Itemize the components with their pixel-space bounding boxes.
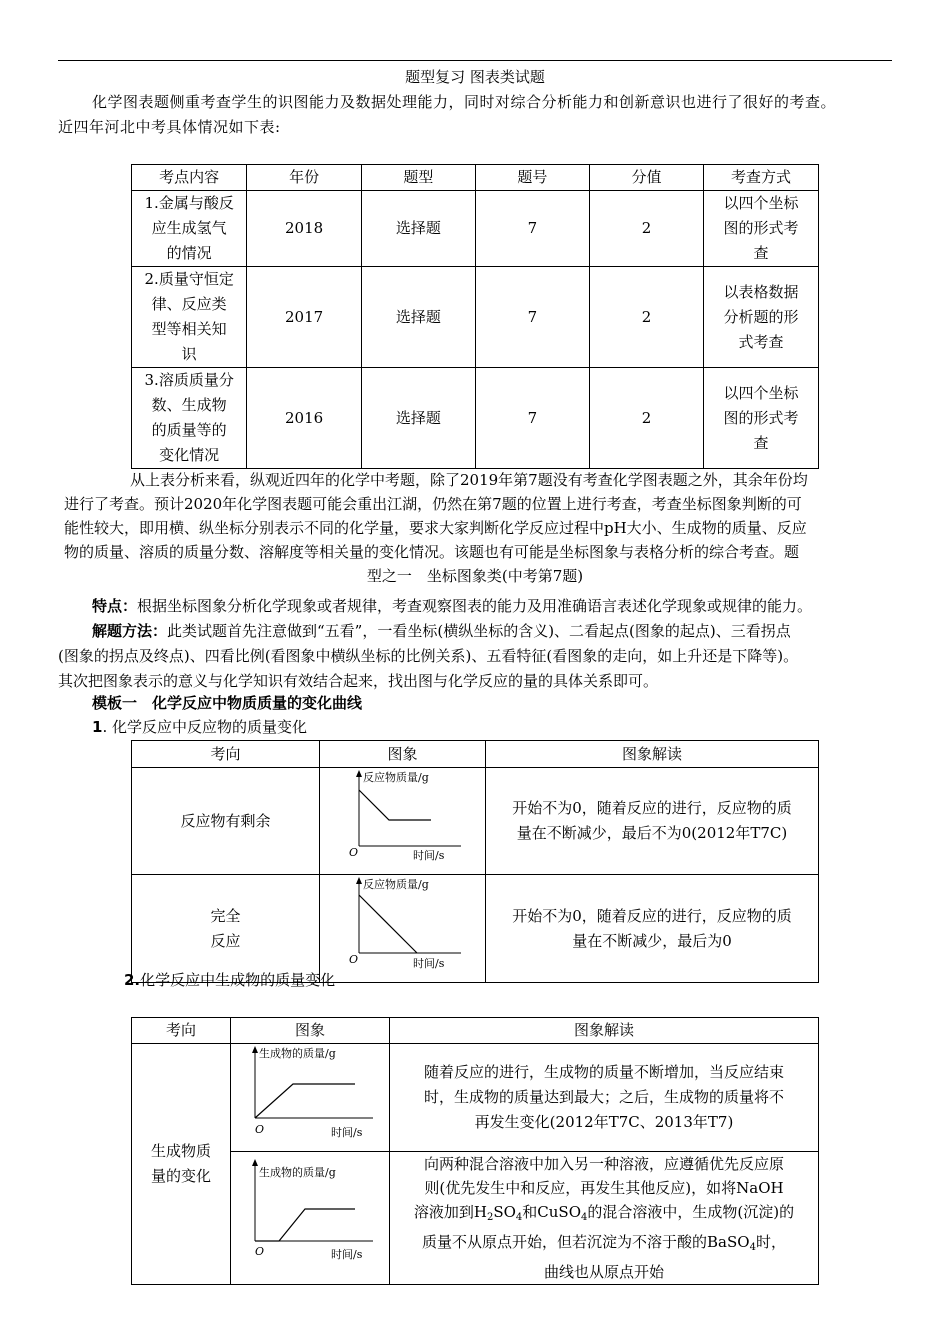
x-axis-label: 时间/s xyxy=(412,849,444,862)
top-rule xyxy=(58,60,892,61)
y-axis-arrow xyxy=(356,877,362,884)
topic-cell xyxy=(132,267,247,368)
topic-line: 的质量等的 xyxy=(151,421,227,439)
topic-line: 变化情况 xyxy=(159,446,220,464)
method-line: 以四个坐标 xyxy=(723,383,799,402)
method-line: 图的形式考 xyxy=(723,219,799,237)
number-cell: 7 xyxy=(475,368,589,469)
header-interpretation: 图象解读 xyxy=(486,741,819,768)
text-part: 质量不从原点开始，但若沉淀为不溶于酸的BaSO xyxy=(422,1233,750,1251)
method-line: 其次把图象表示的意义与化学知识有效结合起来，找出图与化学反应的量的具体关系即可。 xyxy=(58,672,659,690)
curve xyxy=(255,1084,355,1118)
method-label: 解题方法： xyxy=(92,622,168,640)
type-cell: 选择题 xyxy=(361,368,475,469)
table-row xyxy=(132,768,819,875)
interpretation-cell xyxy=(486,768,819,875)
interpretation-line: 时，生成物的质量达到最大；之后，生成物的质量将不 xyxy=(423,1088,784,1106)
direction-line: 完全 xyxy=(210,906,241,925)
method-line: 查 xyxy=(753,433,769,452)
header-number: 题号 xyxy=(475,165,589,191)
curve xyxy=(359,790,431,820)
graph-cell xyxy=(231,1152,390,1285)
topic-line: 2.质量守恒定 xyxy=(144,270,234,288)
header-graph: 图象 xyxy=(320,741,486,768)
number-cell: 7 xyxy=(475,267,589,368)
type-cell: 选择题 xyxy=(361,267,475,368)
intro-paragraph xyxy=(58,90,892,140)
interpretation-line xyxy=(396,1200,812,1230)
direction-cell xyxy=(132,875,320,983)
table-row xyxy=(132,368,819,469)
interpretation-cell xyxy=(390,1044,819,1152)
method-cell xyxy=(703,368,818,469)
direction-line: 量的变化 xyxy=(150,1167,211,1185)
subheading-text: . 化学反应中反应物的质量变化 xyxy=(102,718,307,736)
topic-line: 应生成氢气 xyxy=(151,219,227,237)
direction-cell xyxy=(132,1044,231,1285)
topic-cell xyxy=(132,368,247,469)
table-row xyxy=(132,875,819,983)
type-cell: 选择题 xyxy=(361,191,475,267)
interpretation-line: 曲线也从原点开始 xyxy=(543,1263,664,1281)
y-axis-label: 生成物的质量/g xyxy=(259,1047,336,1060)
method-line: 以表格数据 xyxy=(723,282,799,301)
reactant-table xyxy=(131,740,819,983)
method-line: 式考查 xyxy=(738,332,784,351)
graph-cell xyxy=(320,875,486,983)
product-graph-from-origin xyxy=(231,1044,389,1143)
origin-label: O xyxy=(255,1123,265,1136)
method-line: 此类试题首先注意做到“五看”，一看坐标(横纵坐标的含义)、二看起点(图象的起点)、三看拐点 xyxy=(167,622,791,640)
interpretation-line: 开始不为0，随着反应的进行，反应物的质 xyxy=(512,906,792,925)
method-cell xyxy=(703,267,818,368)
direction-line: 反应物有剩余 xyxy=(180,811,271,830)
features-label: 特点： xyxy=(92,597,138,615)
y-axis-label: 反应物质量/g xyxy=(362,878,429,891)
method-line: (图象的拐点及终点)、四看比例(看图象中横纵坐标的比例关系)、五看特征(看图象的走向，如上升还是下降等)。 xyxy=(58,647,799,665)
curve xyxy=(255,1209,355,1241)
method-line: 查 xyxy=(753,244,769,262)
x-axis-label: 时间/s xyxy=(412,957,444,970)
topic-line: 1.金属与酸反 xyxy=(144,194,234,212)
heading-number: 2. xyxy=(124,971,141,989)
header-interpretation: 图象解读 xyxy=(390,1018,819,1044)
subscript: 4 xyxy=(515,1212,523,1223)
y-axis-arrow xyxy=(252,1046,258,1053)
text-part: 溶液加到H xyxy=(413,1203,487,1221)
table-row xyxy=(132,1152,819,1285)
method-line: 分析题的形 xyxy=(723,307,799,326)
text-part: SO xyxy=(493,1203,516,1221)
direction-cell xyxy=(132,768,320,875)
analysis-line: 从上表分析来看，纵观近四年的化学中考题，除了2019年第7题没有考查化学图表题之外，其余年份均 xyxy=(130,471,808,489)
subheading-number: 1 xyxy=(92,718,103,736)
text-part: 时， xyxy=(755,1233,786,1251)
interpretation-line: 量在不断减少，最后为0 xyxy=(572,931,732,950)
heading-text: 化学反应中生成物的质量变化 xyxy=(140,971,336,989)
method-line: 以四个坐标 xyxy=(723,194,799,212)
direction-line: 反应 xyxy=(210,931,241,950)
year-cell: 2018 xyxy=(247,191,362,267)
analysis-line: 能性较大，即用横、纵坐标分别表示不同的化学量，要求大家判断化学反应过程中pH大小、生成物的质量、反应 xyxy=(64,519,807,537)
interpretation-line: 再发生变化(2012年T7C、2013年T7) xyxy=(474,1113,734,1131)
topic-line: 律、反应类 xyxy=(151,295,227,313)
header-year: 年份 xyxy=(247,165,362,191)
template1-heading: 模板一 化学反应中物质质量的变化曲线 xyxy=(92,694,363,712)
method-paragraph xyxy=(58,619,918,694)
header-direction: 考向 xyxy=(132,741,320,768)
interpretation-cell xyxy=(486,875,819,983)
table-header-row xyxy=(132,741,819,768)
topic-line: 型等相关知 xyxy=(151,320,227,338)
table-header-row xyxy=(132,1018,819,1044)
text-part: 的混合溶液中，生成物(沉淀)的 xyxy=(587,1203,795,1221)
exam-stats-table xyxy=(131,164,819,469)
text-part: 和CuSO xyxy=(522,1203,582,1221)
product-graph-delayed xyxy=(231,1155,389,1273)
header-direction: 考向 xyxy=(132,1018,231,1044)
analysis-line: 物的质量、溶质的质量分数、溶解度等相关量的变化情况。该题也有可能是坐标图象与表格分析的综合考查。题 xyxy=(64,543,800,561)
intro-line-1: 化学图表题侧重考查学生的识图能力及数据处理能力，同时对综合分析能力和创新意识也进行了很好的考查。 xyxy=(92,93,837,111)
template2-heading xyxy=(124,969,335,991)
header-score: 分值 xyxy=(589,165,703,191)
direction-line: 生成物质 xyxy=(150,1142,211,1160)
topic-line: 3.溶质质量分 xyxy=(144,371,234,389)
method-cell xyxy=(703,191,818,267)
x-axis-label: 时间/s xyxy=(331,1248,363,1261)
header-type: 题型 xyxy=(361,165,475,191)
interpretation-line: 开始不为0，随着反应的进行，反应物的质 xyxy=(512,799,792,817)
table-header-row xyxy=(132,165,819,191)
y-axis-label: 生成物的质量/g xyxy=(259,1166,336,1179)
features-text: 根据坐标图象分析化学现象或者规律，考查观察图表的能力及用准确语言表述化学现象或规律的能力。 xyxy=(137,597,813,615)
subscript: 4 xyxy=(749,1242,756,1253)
subscript: 2 xyxy=(486,1212,494,1223)
analysis-paragraph xyxy=(58,468,892,588)
origin-label: O xyxy=(255,1245,265,1258)
interpretation-line: 则(优先发生中和反应，再发生其他反应)，如将NaOH xyxy=(424,1179,784,1197)
year-cell: 2017 xyxy=(247,267,362,368)
y-axis-arrow xyxy=(356,770,362,777)
graph-cell xyxy=(231,1044,390,1152)
reactant-remaining-graph xyxy=(321,768,485,866)
interpretation-line: 随着反应的进行，生成物的质量不断增加，当反应结束 xyxy=(423,1063,784,1081)
analysis-line: 进行了考查。预计2020年化学图表题可能会重出江湖，仍然在第7题的位置上进行考查，考查坐标图象判断的可 xyxy=(64,495,802,513)
template1-subheading xyxy=(92,716,307,738)
y-axis-label: 反应物质量/g xyxy=(362,771,429,784)
complete-reaction-graph xyxy=(321,875,485,974)
page-title: 题型复习 图表类试题 xyxy=(405,68,545,86)
year-cell: 2016 xyxy=(247,368,362,469)
product-table xyxy=(131,1017,819,1285)
header-method: 考查方式 xyxy=(703,165,818,191)
topic-line: 识 xyxy=(181,345,197,363)
origin-label: O xyxy=(348,953,358,966)
intro-line-2: 近四年河北中考具体情况如下表: xyxy=(58,118,281,136)
x-axis-label: 时间/s xyxy=(331,1126,363,1139)
interpretation-line xyxy=(396,1230,812,1260)
number-cell: 7 xyxy=(475,191,589,267)
y-axis-arrow xyxy=(252,1159,258,1166)
score-cell: 2 xyxy=(589,368,703,469)
table-row xyxy=(132,267,819,368)
score-cell: 2 xyxy=(589,267,703,368)
curve xyxy=(359,895,417,953)
method-line: 图的形式考 xyxy=(723,408,799,427)
header-graph: 图象 xyxy=(231,1018,390,1044)
score-cell: 2 xyxy=(589,191,703,267)
features-paragraph xyxy=(58,594,918,618)
interpretation-line: 量在不断减少，最后不为0(2012年T7C) xyxy=(516,824,788,842)
section-heading: 型之一 坐标图象类(中考第7题) xyxy=(366,567,584,585)
interpretation-cell xyxy=(390,1152,819,1285)
topic-line: 的情况 xyxy=(166,244,212,262)
interpretation-line: 向两种混合溶液中加入另一种溶液，应遵循优先反应原 xyxy=(423,1155,784,1173)
subscript: 4 xyxy=(581,1212,588,1223)
origin-label: O xyxy=(348,846,358,859)
topic-cell xyxy=(132,191,247,267)
graph-cell xyxy=(320,768,486,875)
topic-line: 数、生成物 xyxy=(151,396,227,414)
table-row xyxy=(132,191,819,267)
header-topic: 考点内容 xyxy=(132,165,247,191)
table-row xyxy=(132,1044,819,1152)
